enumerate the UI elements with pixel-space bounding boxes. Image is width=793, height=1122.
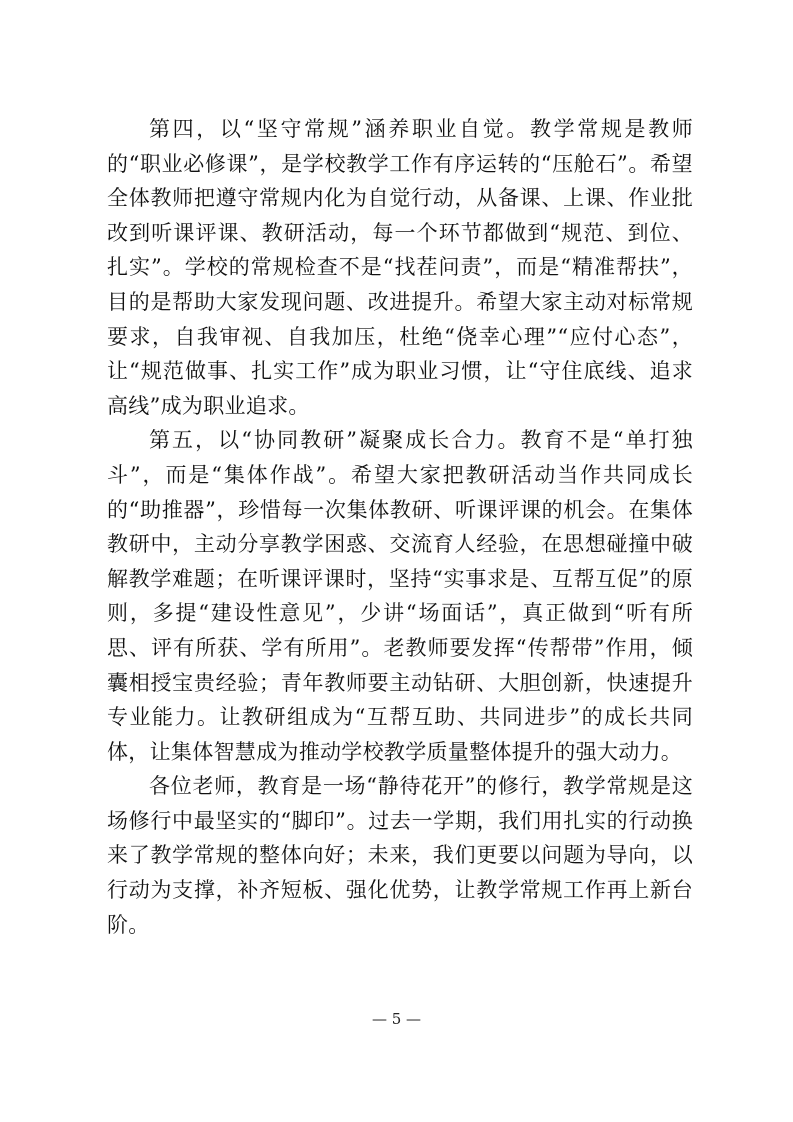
paragraph-fifth-point: 第五，以“协同教研”凝聚成长合力。教育不是“单打独斗”，而是“集体作战”。希望大家把教研活动当作共同成长的“助推器”，珍惜每一次集体教研、听课评课的机会。在集体教研中，主动分享教学困惑、交流育人经验，在思想碰撞中破解教学难题；在听课评课时，坚持“实事求是、互帮互促”的原则，多提“建设性意见”，少讲“场面话”，真正做到“听有所思、评有所获、学有所用”。老教师要发挥“传帮带”作用，倾囊相授宝贵经验；青年教师要主动钻研、大胆创新，快速提升专业能力。让教研组成为“互帮互助、共同进步”的成长共同体，让集体智慧成为推动学校教学质量整体提升的强大动力。	[107, 428, 693, 764]
body-text	[107, 112, 693, 942]
paragraph-fourth-point: 第四，以“坚守常规”涵养职业自觉。教学常规是教师的“职业必修课”，是学校教学工作有序运转的“压舱石”。希望全体教师把遵守常规内化为自觉行动，从备课、上课、作业批改到听课评课、教研活动，每一个环节都做到“规范、到位、扎实”。学校的常规检查不是“找茬问责”，而是“精准帮扶”，目的是帮助大家发现问题、改进提升。希望大家主动对标常规要求，自我审视、自我加压，杜绝“侥幸心理”“应付心态”，让“规范做事、扎实工作”成为职业习惯，让“守住底线、追求高线”成为职业追求。	[107, 117, 693, 418]
page-number: — 5 —	[371, 1010, 422, 1028]
paragraph-closing: 各位老师，教育是一场“静待花开”的修行，教学常规是这场修行中最坚实的“脚印”。过去一学期，我们用扎实的行动换来了教学常规的整体向好；未来，我们更要以问题为导向，以行动为支撑，补齐短板、强化优势，让教学常规工作再上新台阶。	[107, 774, 693, 937]
